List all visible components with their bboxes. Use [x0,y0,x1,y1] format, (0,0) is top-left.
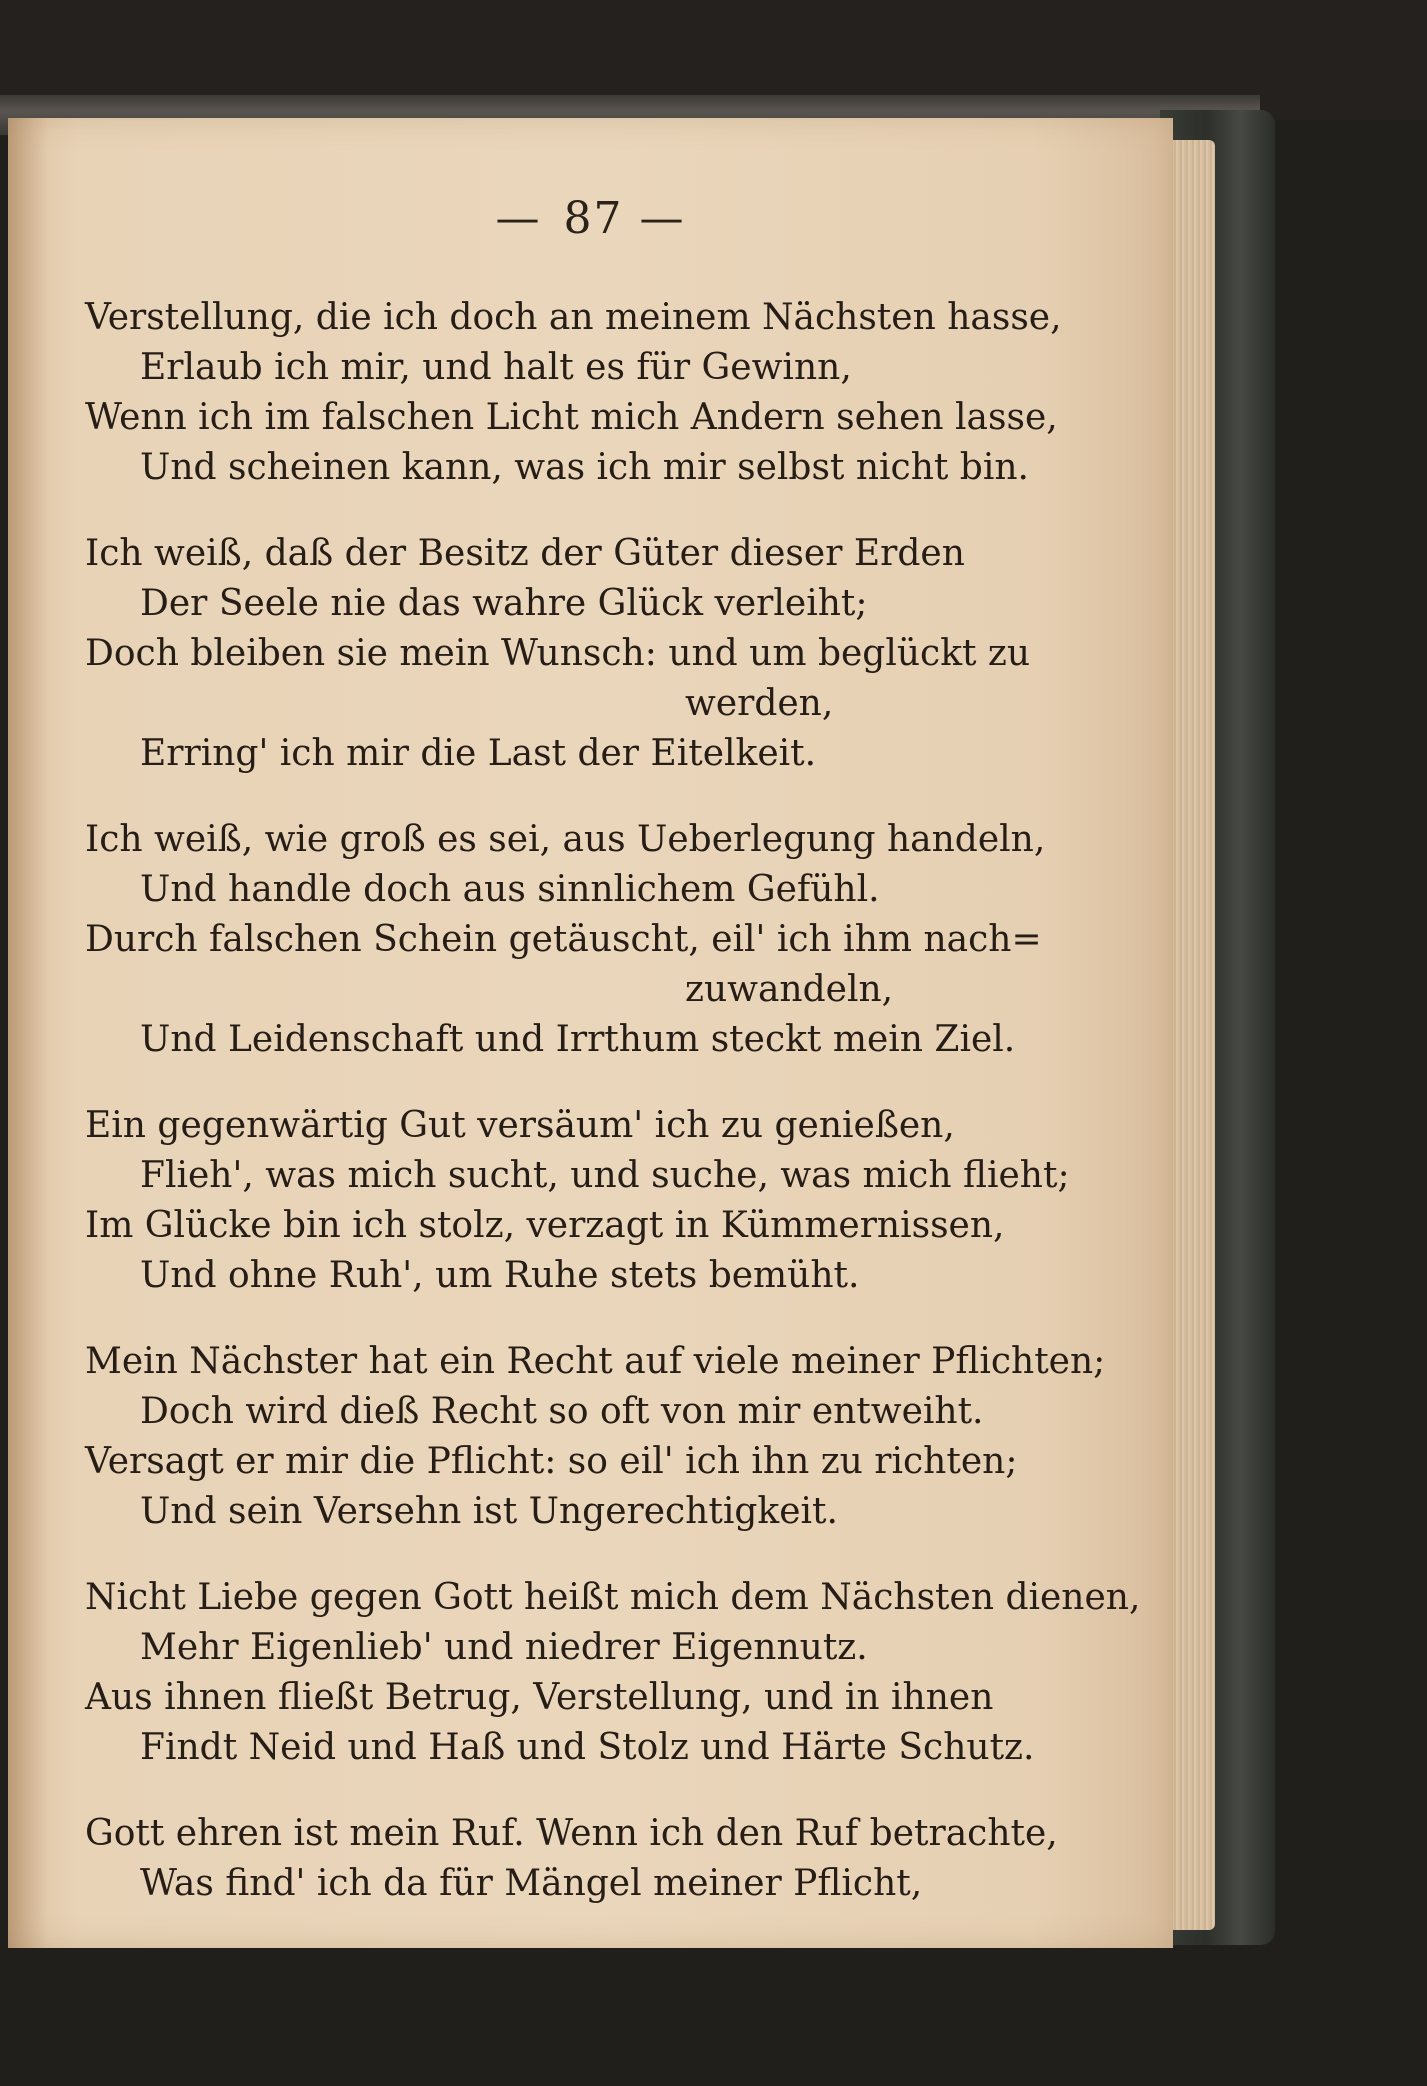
poem-line: Im Glücke bin ich stolz, verzagt in Kümmernissen, [85,1205,1005,1246]
page [8,118,1173,1948]
stanza [85,529,1105,779]
stanza [85,1337,1105,1537]
poem-line: Und handle doch aus sinnlichem Gefühl. [140,869,880,910]
poem-line: Mein Nächster hat ein Recht auf viele meiner Pflichten; [85,1341,1106,1382]
poem-line: Und ohne Ruh', um Ruhe stets bemüht. [140,1255,860,1296]
poem-line: Flieh', was mich sucht, und suche, was mich flieht; [140,1155,1070,1196]
poem-line: Wenn ich im falschen Licht mich Andern sehen lasse, [85,397,1058,438]
stanza [85,1101,1105,1301]
page-number-header [8,193,1173,244]
poem-line: Ich weiß, wie groß es sei, aus Ueberlegung handeln, [85,819,1046,860]
stanza [85,293,1105,493]
poem-line: Doch bleiben sie mein Wunsch: und um beglückt zu [85,633,1031,674]
poem-line: Mehr Eigenlieb' und niedrer Eigennutz. [140,1627,868,1668]
gutter-shadow [8,118,48,1948]
poem-line: zuwandeln, [685,969,894,1010]
poem-line: Ein gegenwärtig Gut versäum' ich zu genießen, [85,1105,955,1146]
poem-line: Und scheinen kann, was ich mir selbst nicht bin. [140,447,1029,488]
dash-left: — [495,193,542,244]
poem-line: Versagt er mir die Pflicht: so eil' ich ihn zu richten; [85,1441,1018,1482]
poem-line: Findt Neid und Haß und Stolz und Härte Schutz. [140,1727,1035,1768]
dash-right: — [639,193,686,244]
page-number: 87 [563,193,624,244]
poem-line: Und sein Versehn ist Ungerechtigkeit. [140,1491,838,1532]
poem-line: Erlaub ich mir, und halt es für Gewinn, [140,347,852,388]
poem-line: werden, [685,683,834,724]
poem-line: Aus ihnen fließt Betrug, Verstellung, und in ihnen [85,1677,994,1718]
stanza [85,815,1105,1065]
poem-line: Erring' ich mir die Last der Eitelkeit. [140,733,817,774]
poem-text [85,293,1141,1945]
poem-line: Gott ehren ist mein Ruf. Wenn ich den Ruf betrachte, [85,1813,1058,1854]
poem-line: Nicht Liebe gegen Gott heißt mich dem Nächsten dienen, [85,1577,1141,1618]
stanza [85,1573,1141,1773]
poem-line: Ich weiß, daß der Besitz der Güter dieser Erden [85,533,965,574]
poem-line: Der Seele nie das wahre Glück verleiht; [140,583,868,624]
poem-line: Und Leidenschaft und Irrthum steckt mein Ziel. [140,1019,1016,1060]
poem-line: Was find' ich da für Mängel meiner Pflicht, [140,1863,923,1904]
poem-line: Verstellung, die ich doch an meinem Nächsten hasse, [85,297,1062,338]
poem-line: Durch falschen Schein getäuscht, eil' ich ihm nach= [85,919,1042,960]
poem-line: Doch wird dieß Recht so oft von mir entweiht. [140,1391,984,1432]
stanza [85,1809,1105,1909]
